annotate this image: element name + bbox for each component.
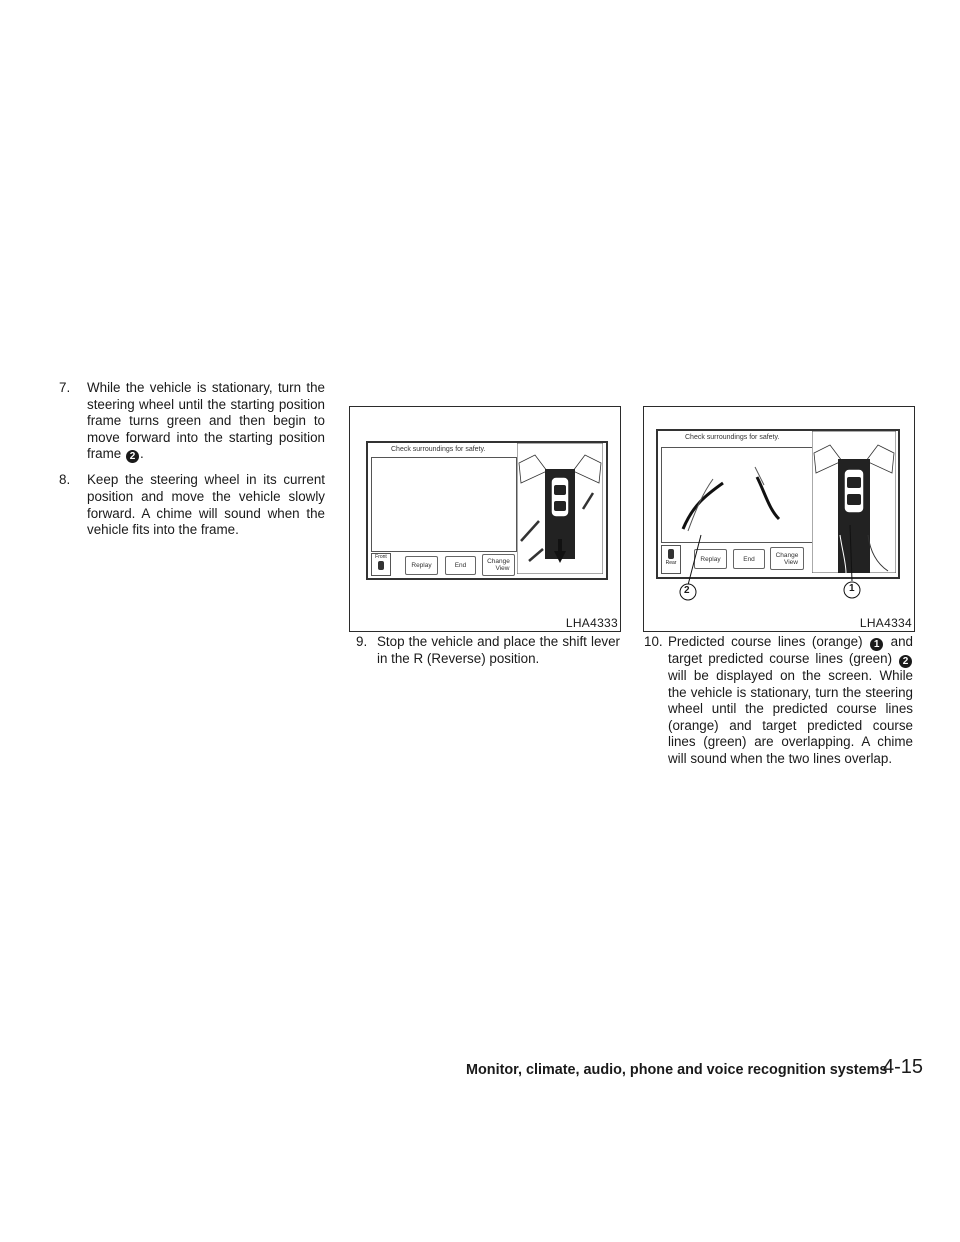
section-title: Monitor, climate, audio, phone and voice recognition systems xyxy=(466,1062,888,1078)
step-number: 8. xyxy=(59,472,71,488)
view-label-text: View xyxy=(784,558,798,566)
change-view-button[interactable] xyxy=(482,554,515,576)
replay-button[interactable]: Replay xyxy=(405,556,438,575)
step-9 xyxy=(356,634,620,667)
change-label: Change xyxy=(775,551,799,559)
camera-view xyxy=(371,457,517,552)
end-button[interactable]: End xyxy=(733,549,765,569)
monitor-screen xyxy=(366,441,608,580)
step-text: will be displayed on the screen. While the vehicle is stationary, turn the steering wheel until the predicted course lines (orange) and target predicted course lines (green) are overlapping. A chime will sound when the two lines overlap. xyxy=(668,668,913,766)
step-number: 9. xyxy=(356,634,368,649)
left-column xyxy=(59,380,325,539)
view-label-text: View xyxy=(495,565,510,572)
step-text: Stop the vehicle and place the shift lever in the R (Reverse) position. xyxy=(377,634,620,666)
step-text: Predicted course lines (orange) xyxy=(668,634,863,649)
view-label: Rear xyxy=(665,560,677,566)
car-icon xyxy=(378,561,384,570)
birdseye-view xyxy=(517,443,603,574)
step-text: While the vehicle is stationary, turn the steering wheel until the starting position frame turns green and then begin to move forward into the starting position frame xyxy=(87,380,325,462)
right-column xyxy=(644,634,913,768)
step-number: 7. xyxy=(59,380,71,395)
callout-1-icon: 1 xyxy=(870,638,883,651)
view-label: Front xyxy=(375,554,387,560)
step-number: 10. xyxy=(644,634,663,649)
step-8 xyxy=(59,472,325,538)
page-number: 4-15 xyxy=(883,1056,924,1078)
middle-column xyxy=(356,634,620,667)
end-button[interactable]: End xyxy=(445,556,476,575)
step-7 xyxy=(59,380,325,463)
view-indicator xyxy=(371,553,391,576)
change-label: Change xyxy=(487,558,510,565)
callout-leaders xyxy=(644,407,914,631)
replay-button[interactable]: Replay xyxy=(694,549,727,569)
safety-message: Check surroundings for safety. xyxy=(685,434,780,441)
figure-code: LHA4333 xyxy=(565,616,618,630)
step-text: and target predicted course lines (green) xyxy=(668,634,913,666)
figure-code: LHA4334 xyxy=(859,616,912,630)
callout-2-icon: 2 xyxy=(126,450,139,463)
safety-message: Check surroundings for safety. xyxy=(391,446,486,453)
callout-2-icon: 2 xyxy=(899,655,912,668)
step-10 xyxy=(644,634,913,768)
figure-lha4333 xyxy=(349,406,621,632)
figure-lha4334 xyxy=(643,406,915,632)
step-punct: . xyxy=(139,446,144,462)
step-text: Keep the steering wheel in its current position and move the vehicle slowly forward. A chime will sound when the vehicle fits into the frame. xyxy=(87,472,325,538)
callout-1-label: 1 xyxy=(849,583,855,594)
callout-2-label: 2 xyxy=(684,585,690,596)
